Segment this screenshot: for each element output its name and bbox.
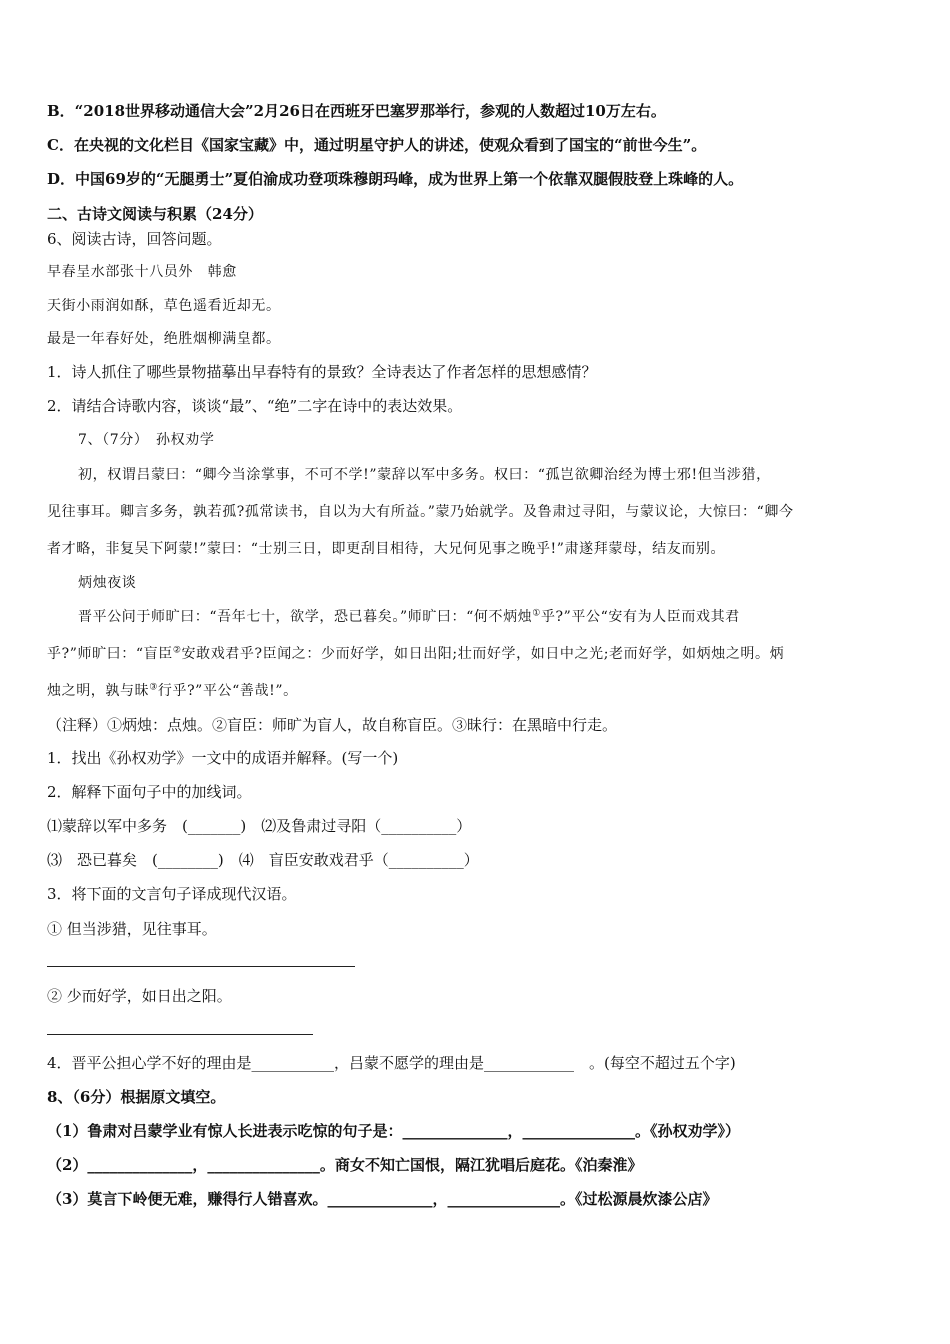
poem-line-1: 天街小雨润如酥，草色遥看近却无。 (47, 298, 281, 314)
q8-line-2: （2）______________，_______________。商女不知亡国恨，隔江犹唱后庭花。《泊秦淮》 (47, 1156, 643, 1174)
q8-line-1: （1）鲁肃对吕蒙学业有惊人长进表示吃惊的句子是：______________，_______________。《孙权劝学》） (47, 1122, 740, 1140)
poem-title: 早春呈水部张十八员外 韩愈 (47, 264, 237, 280)
q6-prompt: 6、阅读古诗，回答问题。 (47, 230, 222, 248)
q7-sub-3-a: ① 但当涉猎，见往事耳。 (47, 920, 217, 938)
section-heading: 二、古诗文阅读与积累（24分） (47, 205, 263, 223)
q7-sub-3-b: ② 少而好学，如日出之阳。 (47, 987, 232, 1005)
note-marker-3: ③ (149, 682, 158, 693)
option-c: C．在央视的文化栏目《国家宝藏》中，通过明星守护人的讲述，使观众看到了国宝的“前世今生”。 (47, 136, 707, 154)
note-marker-2: ② (172, 645, 182, 656)
q7-sub-3: 3．将下面的文言句子译成现代汉语。 (47, 885, 297, 903)
annotations: （注释）①炳烛：点烛。②盲臣：师旷为盲人，故自称盲臣。③昧行：在黑暗中行走。 (47, 716, 618, 734)
poem-line-2: 最是一年春好处，绝胜烟柳满皇都。 (47, 331, 281, 347)
q7-sub-4: 4．晋平公担心学不好的理由是___________，吕蒙不愿学的理由是____________ 。(每空不超过五个字) (47, 1054, 736, 1072)
note-marker-1: ① (532, 608, 541, 619)
passage2-title: 炳烛夜谈 (78, 575, 137, 591)
option-d: D．中国69岁的“无腿勇士”夏伯渝成功登项珠穆朗玛峰，成为世界上第一个依靠双腿假肢登上珠峰的人。 (47, 170, 744, 188)
q7-sub-2: 2．解释下面句子中的加线词。 (47, 783, 252, 801)
q7-sub-2-row-2: ⑶ 恐已暮矣 (________) ⑷ 盲臣安敢戏君乎（__________） (47, 851, 479, 869)
q7-sub-1: 1．找出《孙权劝学》一文中的成语并解释。(写一个) (47, 749, 399, 767)
answer-line-2[interactable] (47, 1034, 313, 1035)
passage1-line-1: 初，权谓吕蒙曰：“卿今当涂掌事，不可不学!”蒙辞以军中多务。权曰：“孤岂欲卿治经为博士邪!但当涉猎， (78, 467, 771, 483)
q6-sub-2: 2．请结合诗歌内容，谈谈“最”、“绝”二字在诗中的表达效果。 (47, 397, 463, 415)
q7-header: 7、（7分） 孙权劝学 (78, 432, 215, 448)
passage2-line-2: 乎?”师旷曰：“盲臣②安敢戏君乎?臣闻之：少而好学，如日出阳;壮而好学，如日中之光;老而好学，如炳烛之明。炳 (47, 645, 785, 662)
option-b: B．“2018世界移动通信大会”2月26日在西班牙巴塞罗那举行，参观的人数超过10万左右。 (47, 102, 666, 120)
answer-line-1[interactable] (47, 966, 355, 967)
q7-sub-2-row-1: ⑴蒙辞以军中多务 (_______) ⑵及鲁肃过寻阳（__________） (47, 817, 472, 835)
passage1-line-2: 见往事耳。卿言多务，孰若孤?孤常读书，自以为大有所益。”蒙乃始就学。及鲁肃过寻阳，与蒙议论，大惊曰：“卿今 (47, 504, 794, 520)
passage1-line-3: 者才略，非复吴下阿蒙!”蒙曰：“士别三日，即更刮目相待，大兄何见事之晚乎!”肃遂拜蒙母，结友而别。 (47, 541, 726, 557)
passage2-line-1: 晋平公问于师旷曰：“吾年七十，欲学，恐已暮矣。”师旷曰：“何不炳烛①乎?”平公“安有为人臣而戏其君 (78, 608, 740, 625)
q6-sub-1: 1．诗人抓住了哪些景物描摹出早春特有的景致？全诗表达了作者怎样的思想感情？ (47, 363, 597, 381)
q8-header: 8、（6分）根据原文填空。 (47, 1088, 226, 1106)
passage2-line-3: 烛之明，孰与昧③行乎?”平公“善哉!”。 (47, 682, 298, 699)
q8-line-3: （3）莫言下岭便无难，赚得行人错喜欢。______________，_______________。《过松源晨炊漆公店》 (47, 1190, 718, 1208)
